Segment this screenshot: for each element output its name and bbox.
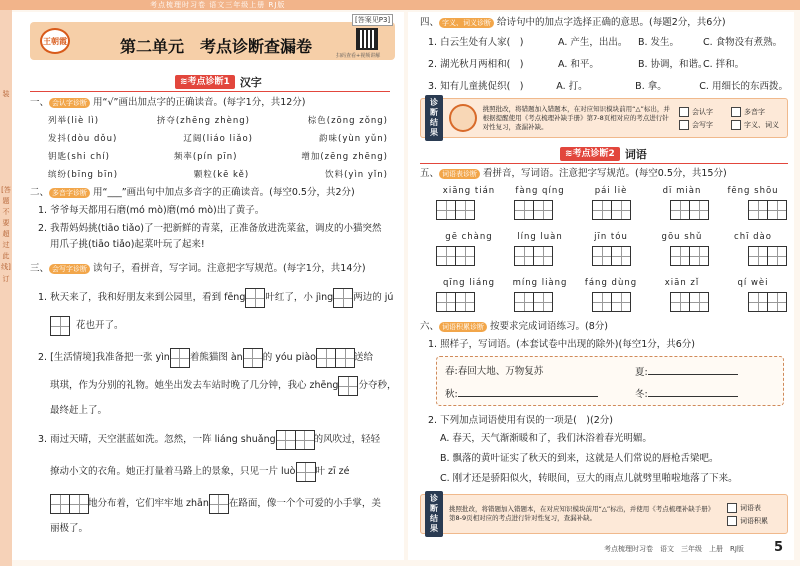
brand-logo: 王朝霞 [40, 28, 70, 54]
check-item[interactable]: 多音字 [731, 107, 783, 117]
question-3: 三、 会写字诊断 读句子，看拼音，写字词。注意把字写规范。(每字1分，共14分) [30, 263, 366, 274]
diagnosis-tag: 诊断结果 [425, 491, 443, 537]
writing-box[interactable] [209, 494, 229, 514]
check-item[interactable]: 词语表 [727, 503, 768, 513]
writing-box[interactable] [333, 288, 353, 308]
question-tag: 词语积累诊断 [439, 322, 487, 332]
diagnosis-box-2 [420, 494, 788, 534]
question-6: 六、 词语积累诊断 按要求完成词语练习。(8分) [420, 321, 609, 332]
unit-title: 第二单元 考点诊断查漏卷 [120, 37, 313, 56]
writing-box-pair[interactable] [670, 292, 708, 312]
q6-option[interactable]: C. 刚才还是骄阳似火，转眼间，豆大的雨点儿就劈里啪啦地落了下来。 [440, 473, 738, 484]
q5-box-row [436, 292, 786, 312]
q2-item[interactable]: 2. 我帮妈妈挑(tiāo tiǎo)了一把新鲜的青菜，正准备放进洗菜盆，调皮的小猫突然 [38, 223, 382, 234]
top-banner-text: 考点梳理时习卷 语文三年级上册 RJ版 [150, 1, 286, 9]
writing-box-pair[interactable] [316, 348, 354, 368]
q3-sentence-3-cont: 撩动小文的衣角。她正打量着马路上的景象，只见一片 luò 叶 zī zé [50, 462, 350, 482]
q4-item[interactable]: 3. 知有儿童挑促织( ) A. 打。 B. 拿。 C. 用细长的东西拨。 [428, 81, 788, 92]
q5-pinyin-row: gē chàng líng luàn jīn tóu gōu shǔ chī dào [445, 232, 772, 242]
question-1: 一、 会认字诊断 用“√”画出加点字的正确读音。(每字1分，共12分) [30, 97, 306, 108]
question-tag: 会认字诊断 [49, 98, 90, 108]
q3-sentence-2: 2. [生活情境]我准备把一张 yìn 着熊猫图 àn 的 yóu piào 送给 [38, 348, 373, 368]
section-divider [30, 91, 390, 92]
writing-box-pair[interactable] [592, 292, 630, 312]
question-2: 二、 多音字诊断 用“___”画出句中加点多音字的正确读音。(每空0.5分，共2分) [30, 187, 355, 198]
q6-fill[interactable]: 秋: [445, 387, 598, 402]
writing-box[interactable] [50, 316, 70, 336]
q3-sentence-2-cont: 琪琪，作为分别的礼物。她坐出发去车站时晚了几分钟，我心 zhēng 分夺秒， [50, 376, 396, 396]
edge-label: [答 题 不 要 超 过 此 线] [1, 186, 11, 271]
question-5: 五、 词语表诊断 看拼音，写词语。注意把字写规范。(每空0.5分，共15分) [420, 168, 727, 179]
writing-box-pair[interactable] [436, 246, 474, 266]
q3-sentence-2-end: 最终赶上了。 [50, 405, 108, 416]
writing-box-pair[interactable] [670, 246, 708, 266]
question-tag: 词语表诊断 [439, 169, 480, 179]
q5-grid [436, 184, 786, 312]
writing-box-pair[interactable] [592, 246, 630, 266]
writing-box-pair[interactable] [50, 494, 88, 514]
section-tag: ≋考点诊断2 [560, 147, 620, 161]
q5-pinyin-row: qīng liáng míng liàng fáng dùng xiān zǐ qí wèi [443, 278, 769, 288]
writing-box-pair[interactable] [436, 292, 474, 312]
q3-sentence-3-cont2: 地分布着，它们牢牢地 zhān 在路面，像一个个可爱的小手掌，美 [50, 494, 381, 514]
writing-box-pair[interactable] [592, 200, 630, 220]
writing-box[interactable] [296, 462, 316, 482]
writing-box[interactable] [245, 288, 265, 308]
q6-example: 春:春回大地、万物复苏 [445, 366, 544, 377]
section-title: 汉字 [239, 75, 262, 89]
diagnosis-text: 挑照批改，将错题加入错题本，在对应知识模块前用“△”标出，并根据提醒使用《考点梳理补缺手册》第7-8页相对应的考点进行针对性复习，查漏补缺。 [482, 104, 670, 131]
q5-box-row [436, 200, 786, 220]
section-title: 词语 [624, 147, 647, 161]
writing-box-pair[interactable] [748, 292, 786, 312]
qr-caption: 扫码查看+视频讲解 [336, 53, 381, 59]
q4-item[interactable]: 2. 湖光秋月两相和( ) A. 和平。 B. 协调，和谐。 C. 拌和。 [428, 59, 745, 70]
answer-reference: [答案见P3] [352, 14, 393, 26]
question-4: 四、 字义、词义诊断 给诗句中的加点字选择正确的意思。(每题2分，共6分) [420, 17, 726, 28]
q4-item[interactable]: 1. 白云生处有人家( ) A. 产生，出出。 B. 发生。 C. 食物没有煮熟。 [428, 37, 783, 48]
q6-fill-box [436, 356, 784, 406]
q6-item-2: 2. 下列加点词语使用有误的一项是( )(2分) [428, 415, 613, 426]
page-number: 5 [774, 540, 784, 555]
page-footer: 考点梳理时习卷 语文 三年级 上册 RJ版 [604, 545, 744, 553]
edge-mark: 订 [2, 275, 10, 283]
check-item[interactable]: 字义、词义 [731, 120, 783, 130]
section-header-2 [560, 146, 647, 161]
diagnosis-tag: 诊断结果 [425, 95, 443, 141]
q1-row[interactable]: 列举(liè lì) 挤夺(zhēng zhèng) 棕色(zōng zǒng) [48, 116, 388, 126]
writing-box-pair[interactable] [514, 200, 552, 220]
q2-item[interactable]: 1. 爷爷每天都用石磨(mó mò)磨(mó mò)出了黄子。 [38, 205, 265, 216]
check-item[interactable]: 会写字 [679, 120, 731, 130]
writing-box[interactable] [338, 376, 358, 396]
q4-items [428, 36, 788, 94]
q5-pinyin-row: xiāng tián fàng qíng pái liè dī miàn fēng shōu [442, 186, 779, 196]
writing-box-pair[interactable] [514, 246, 552, 266]
writing-box-pair[interactable] [670, 200, 708, 220]
question-tag: 多音字诊断 [49, 188, 90, 198]
section-divider [420, 163, 788, 164]
writing-box-pair[interactable] [436, 200, 474, 220]
diagnosis-text: 挑照批改，将错题加入错题本，在对应知识模块前用“△”标出，并使用《考点梳理补缺手册》第8-9页相对应的考点进行针对性复习，查漏补缺。 [449, 505, 715, 522]
writing-box[interactable] [243, 348, 263, 368]
writing-box-pair[interactable] [748, 200, 786, 220]
q1-row[interactable]: 钥匙(shi chí) 频率(pín pīn) 增加(zēng zhēng) [48, 152, 388, 162]
writing-box-pair[interactable] [276, 430, 314, 450]
diagnosis-box-1 [420, 98, 788, 138]
writing-box-pair[interactable] [748, 246, 786, 266]
q1-options [48, 114, 388, 182]
writing-box-pair[interactable] [514, 292, 552, 312]
q3-sentence-1: 1. 秋天来了，我和好朋友来到公园里，看到 fēng 叶红了，小 jìng 两边的 jú [38, 288, 393, 308]
top-banner [0, 0, 800, 10]
q5-box-row [436, 246, 786, 266]
diagnosis-checks [727, 503, 768, 526]
q6-fill[interactable]: 夏: [635, 365, 738, 380]
section-tag: ≋考点诊断1 [175, 75, 235, 89]
qr-code-icon[interactable] [356, 28, 378, 50]
q6-item-1: 1. 照样子，写词语。(本套试卷中出现的除外)(每空1分，共6分) [428, 339, 695, 350]
writing-box[interactable] [170, 348, 190, 368]
q6-option[interactable]: B. 飘落的黄叶证实了秋天的到来，这就是人们常说的唇枪舌梁吧。 [440, 453, 719, 464]
diagnosis-checks [679, 107, 783, 130]
section-header-1 [175, 74, 262, 89]
question-tag: 会写字诊断 [49, 264, 90, 274]
q3-sentence-3-end: 丽极了。 [50, 523, 89, 534]
q1-row[interactable]: 缤纷(bīng bīn) 颗粒(kē kě) 饮料(yìn yǐn) [48, 170, 388, 180]
q6-fill[interactable]: 冬: [635, 387, 738, 402]
avatar [449, 104, 477, 132]
q3-sentence-1-cont: 花也开了。 [50, 316, 124, 336]
check-item[interactable]: 词语积累 [727, 516, 768, 526]
q3-sentence-3: 3. 雨过天晴，天空湛蓝如洗。忽然，一阵 liáng shuǎng 的风吹过，轻轻 [38, 430, 380, 450]
q6-option[interactable]: A. 春天，天气渐渐暖和了，我们沐浴着春光明媚。 [440, 433, 652, 444]
q2-item[interactable]: 用爪子挑(tiāo tiǎo)起菜叶玩了起来! [50, 239, 205, 250]
question-tag: 字义、词义诊断 [439, 18, 494, 28]
edge-mark: 装 [2, 90, 10, 98]
q1-row[interactable]: 发抖(dòu dǒu) 辽阔(liáo liǎo) 韵味(yùn yǔn) [48, 134, 388, 144]
check-item[interactable]: 会认字 [679, 107, 731, 117]
